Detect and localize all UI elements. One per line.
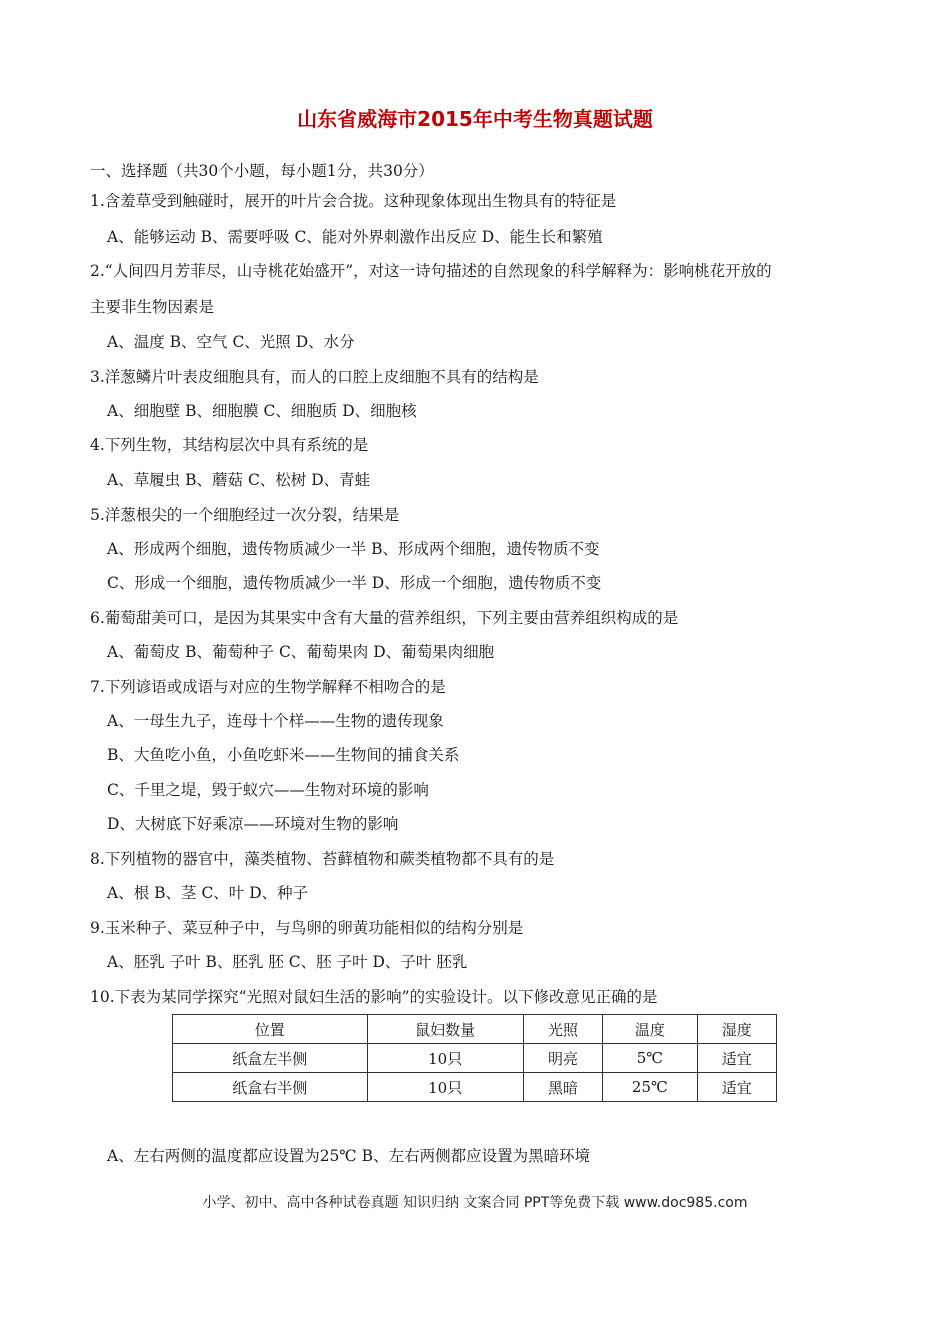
- table-header-cell: 湿度: [697, 1015, 776, 1044]
- question-7-option-d: D、大树底下好乘凉——环境对生物的影响: [107, 815, 399, 833]
- question-6-stem: 6.葡萄甜美可口，是因为其果实中含有大量的营养组织，下列主要由营养组织构成的是: [90, 609, 679, 627]
- footer-ad: 小学、初中、高中各种试卷真题 知识归纳 文案合同 PPT等免费下载 www.doc985.com: [202, 1195, 748, 1211]
- question-2-stem: 2.“人间四月芳菲尽，山寺桃花始盛开”，对这一诗句描述的自然现象的科学解释为：影响桃花开放的: [90, 262, 772, 280]
- table-header-cell: 位置: [173, 1015, 368, 1044]
- table-row: [173, 1073, 777, 1102]
- table-cell: 适宜: [697, 1044, 776, 1073]
- question-7-option-a: A、一母生九子，连母十个样——生物的遗传现象: [107, 712, 444, 730]
- table-header-cell: 鼠妇数量: [367, 1015, 523, 1044]
- question-10-stem: 10.下表为某同学探究“光照对鼠妇生活的影响”的实验设计。以下修改意见正确的是: [90, 988, 658, 1006]
- question-5-options-cd: C、形成一个细胞，遗传物质减少一半 D、形成一个细胞，遗传物质不变: [107, 574, 602, 592]
- question-7-stem: 7.下列谚语或成语与对应的生物学解释不相吻合的是: [90, 678, 446, 696]
- question-8-stem: 8.下列植物的器官中，藻类植物、苔藓植物和蕨类植物都不具有的是: [90, 850, 555, 868]
- question-4-options: A、草履虫 B、蘑菇 C、松树 D、青蛙: [107, 471, 371, 489]
- table-header-row: [173, 1015, 777, 1044]
- table-cell: 10只: [367, 1044, 523, 1073]
- question-5-options-ab: A、形成两个细胞，遗传物质减少一半 B、形成两个细胞，遗传物质不变: [107, 540, 600, 558]
- question-8-options: A、根 B、茎 C、叶 D、种子: [107, 884, 309, 902]
- question-7-option-c: C、千里之堤，毁于蚁穴——生物对环境的影响: [107, 781, 429, 799]
- question-2-stem-continued: 主要非生物因素是: [90, 298, 215, 316]
- table-header-cell: 温度: [603, 1015, 697, 1044]
- table-cell: 纸盒左半侧: [173, 1044, 368, 1073]
- question-2-options: A、温度 B、空气 C、光照 D、水分: [107, 333, 355, 351]
- question-3-stem: 3.洋葱鳞片叶表皮细胞具有，而人的口腔上皮细胞不具有的结构是: [90, 368, 539, 386]
- question-1-stem: 1.含羞草受到触碰时，展开的叶片会合拢。这种现象体现出生物具有的特征是: [90, 192, 617, 210]
- question-9-options: A、胚乳 子叶 B、胚乳 胚 C、胚 子叶 D、子叶 胚乳: [107, 953, 468, 971]
- question-4-stem: 4.下列生物，其结构层次中具有系统的是: [90, 436, 369, 454]
- table-cell: 纸盒右半侧: [173, 1073, 368, 1102]
- table-cell: 25℃: [603, 1073, 697, 1102]
- question-6-options: A、葡萄皮 B、葡萄种子 C、葡萄果肉 D、葡萄果肉细胞: [107, 643, 495, 661]
- table-cell: 适宜: [697, 1073, 776, 1102]
- question-3-options: A、细胞壁 B、细胞膜 C、细胞质 D、细胞核: [107, 402, 417, 420]
- table-cell: 明亮: [523, 1044, 602, 1073]
- table-cell: 5℃: [603, 1044, 697, 1073]
- question-5-stem: 5.洋葱根尖的一个细胞经过一次分裂，结果是: [90, 506, 400, 524]
- question-1-options: A、能够运动 B、需要呼吸 C、能对外界刺激作出反应 D、能生长和繁殖: [107, 228, 603, 246]
- table-cell: 黑暗: [523, 1073, 602, 1102]
- table-row: [173, 1044, 777, 1073]
- section-heading: 一、选择题（共30个小题，每小题1分，共30分）: [90, 162, 434, 180]
- question-9-stem: 9.玉米种子、菜豆种子中，与鸟卵的卵黄功能相似的结构分别是: [90, 919, 524, 937]
- page-title: 山东省威海市2015年中考生物真题试题: [297, 107, 653, 131]
- table-cell: 10只: [367, 1073, 523, 1102]
- question-10-options: A、左右两侧的温度都应设置为25℃ B、左右两侧都应设置为黑暗环境: [107, 1147, 591, 1165]
- experiment-table: [172, 1014, 777, 1102]
- table-header-cell: 光照: [523, 1015, 602, 1044]
- question-7-option-b: B、大鱼吃小鱼，小鱼吃虾米——生物间的捕食关系: [107, 746, 460, 764]
